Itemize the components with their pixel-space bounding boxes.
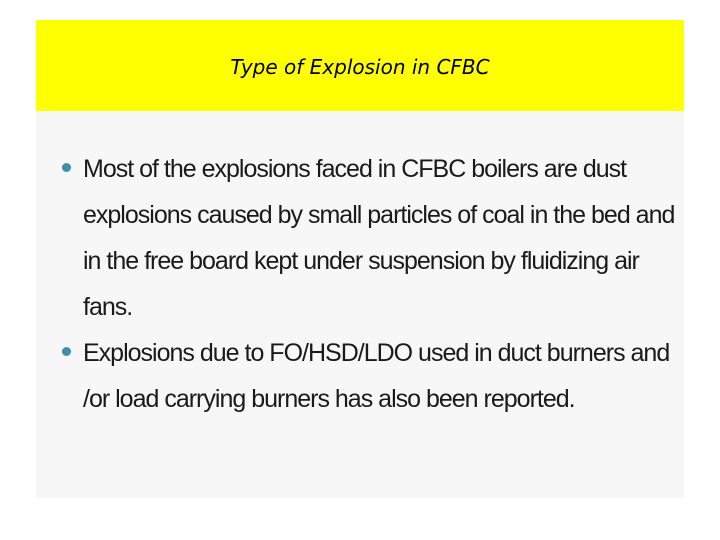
- title-bar: [36, 20, 684, 111]
- bullet-icon: [62, 347, 71, 356]
- bullet-text: Explosions due to FO/HSD/LDO used in duct burners and /or load carrying burners has also been reported.: [83, 339, 670, 413]
- bullet-item: [62, 146, 678, 330]
- slide: [36, 20, 684, 498]
- bullet-list: [62, 146, 678, 422]
- bullet-icon: [62, 163, 71, 172]
- slide-title: Type of Explosion in CFBC: [230, 55, 490, 79]
- bullet-item: [62, 330, 678, 422]
- bullet-text: Most of the explosions faced in CFBC boilers are dust explosions caused by small particles of coal in the bed and in the free board kept under suspension by fluidizing air fans.: [83, 155, 675, 321]
